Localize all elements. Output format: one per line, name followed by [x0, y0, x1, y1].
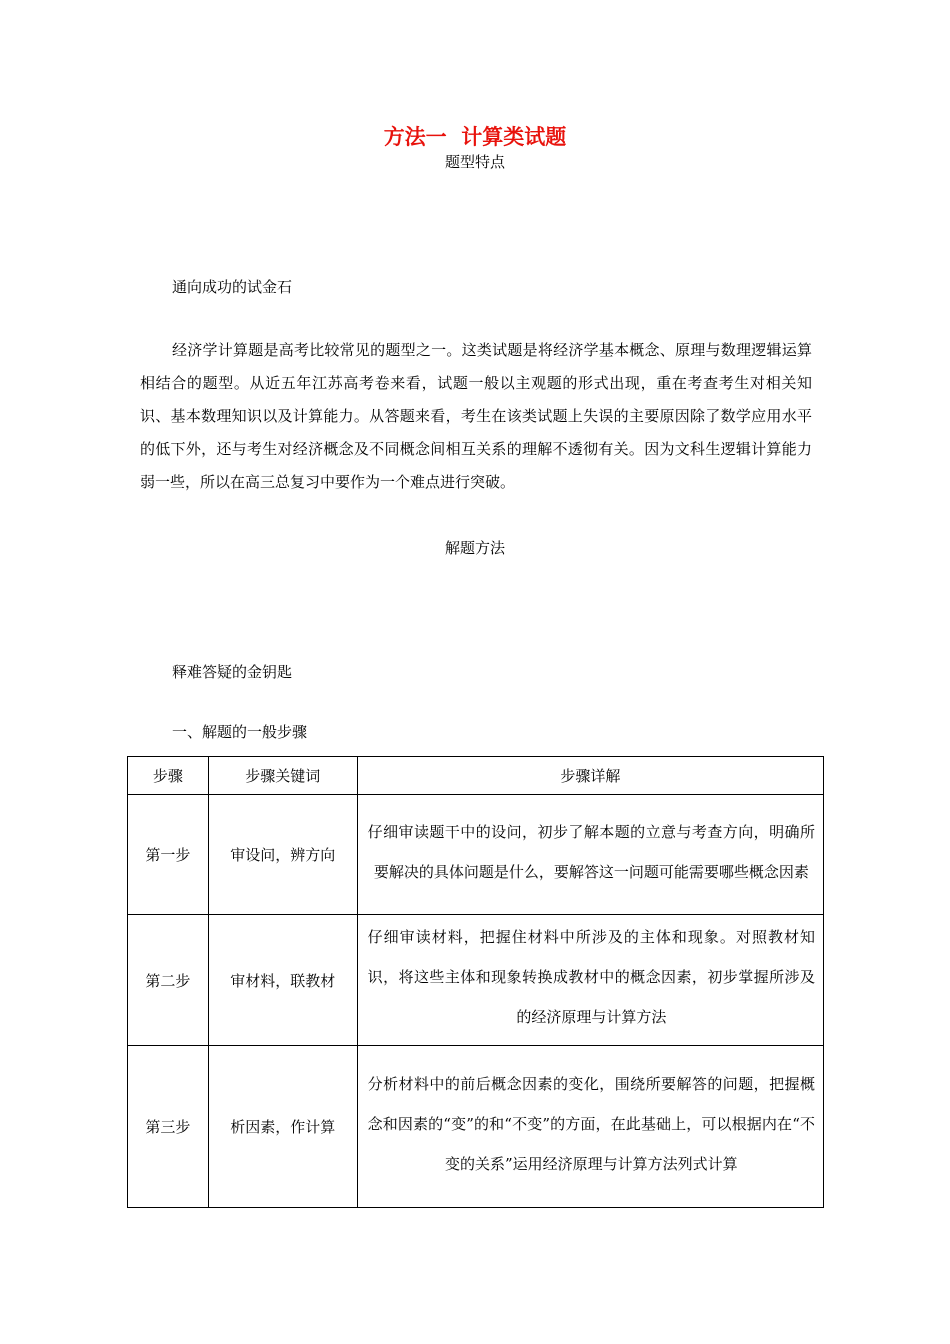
- section-heading-golden-key: 释难答疑的金钥匙: [172, 663, 293, 681]
- table-row: [128, 795, 824, 915]
- header-detail: 步骤详解: [357, 757, 823, 795]
- intro-paragraph: 经济学计算题是高考比较常见的题型之一。这类试题是将经济学基本概念、原理与数理逻辑运算相结合的题型。从近五年江苏高考卷来看，试题一般以主观题的形式出现，重在考查考生对相关知识、基本数理知识以及计算能力。从答题来看，考生在该类试题上失误的主要原因除了数学应用水平的低下外，还与考生对经济概念及不同概念间相互关系的理解不透彻有关。因为文科生逻辑计算能力弱一些，所以在高三总复习中要作为一个难点进行突破。: [140, 341, 812, 491]
- table-header-row: [128, 757, 824, 795]
- keyword-cell: 审材料，联教材: [208, 915, 357, 1046]
- steps-table: [127, 756, 824, 1208]
- step-cell: 第三步: [128, 1046, 209, 1208]
- page-title: 方法一 计算类试题: [383, 125, 567, 149]
- method-heading: 解题方法: [444, 539, 505, 557]
- page-subtitle: 题型特点: [444, 153, 505, 171]
- detail-cell: 分析材料中的前后概念因素的变化，围绕所要解答的问题，把握概念和因素的“变”的和“不变”的方面，在此基础上，可以根据内在“不变的关系”运用经济原理与计算方法列式计算: [357, 1046, 823, 1208]
- keyword-cell: 析因素，作计算: [208, 1046, 357, 1208]
- table-row: [128, 915, 824, 1046]
- step-cell: 第二步: [128, 915, 209, 1046]
- table-row: [128, 1046, 824, 1208]
- steps-heading: 一、解题的一般步骤: [172, 723, 308, 741]
- header-step: 步骤: [128, 757, 209, 795]
- detail-cell: 仔细审读材料，把握住材料中所涉及的主体和现象。对照教材知识，将这些主体和现象转换成教材中的概念因素，初步掌握所涉及的经济原理与计算方法: [357, 915, 823, 1046]
- keyword-cell: 审设问，辨方向: [208, 795, 357, 915]
- section-heading-touchstone: 通向成功的试金石: [172, 278, 293, 296]
- step-cell: 第一步: [128, 795, 209, 915]
- header-keyword: 步骤关键词: [208, 757, 357, 795]
- detail-cell: 仔细审读题干中的设问，初步了解本题的立意与考查方向，明确所要解决的具体问题是什么，要解答这一问题可能需要哪些概念因素: [357, 795, 823, 915]
